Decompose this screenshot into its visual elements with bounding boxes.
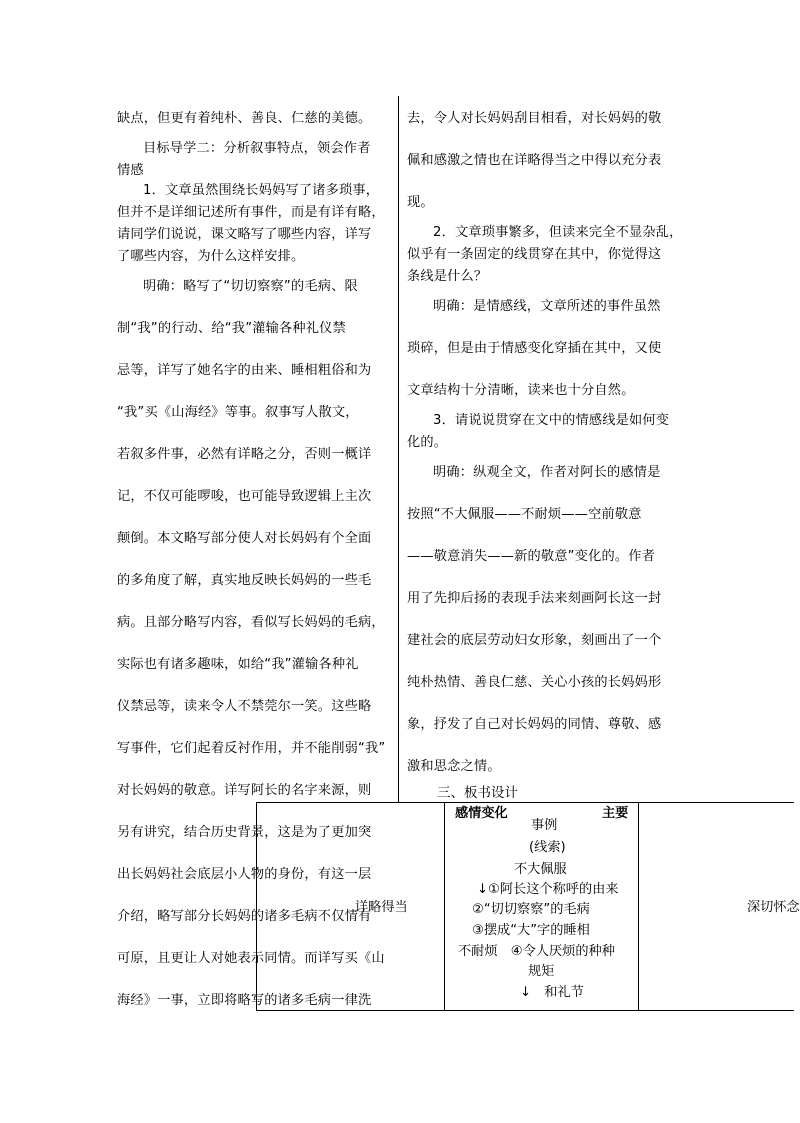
board-line: 不大佩服 <box>514 862 567 877</box>
left-paragraph-line: 介绍，略写部分长妈妈的诸多毛病不仅情有 <box>117 909 372 924</box>
left-paragraph-line: 实际也有诸多趣味，如给“我”灌输各种礼 <box>117 657 359 672</box>
board-line: 事例 <box>531 818 558 833</box>
board-line: 不耐烦 ④令人厌烦的种种 <box>458 944 615 959</box>
board-right-text: 深切怀念 <box>747 900 800 915</box>
table-divider <box>638 802 639 1011</box>
board-line: 规矩 <box>528 964 555 979</box>
right-paragraph-line: 象，抒发了自己对长妈妈的同情、尊敬、感 <box>407 717 662 732</box>
table-divider <box>444 802 445 1011</box>
left-paragraph-line: 另有讲究，结合历史背景，这是为了更加突 <box>117 825 372 840</box>
left-paragraph-line: 目标导学二：分析叙事特点，领会作者 <box>143 141 371 156</box>
left-paragraph-line: 明确：略写了“切切察察”的毛病、限 <box>143 279 358 294</box>
left-paragraph-line: 写事件，它们起着反衬作用，并不能削弱“我” <box>117 741 386 756</box>
right-paragraph-line: 用了先抑后扬的表现手法来刻画阿长这一封 <box>407 591 662 606</box>
left-paragraph-line: “我”买《山海经》等事。叙事写人散文， <box>117 405 359 420</box>
left-paragraph-line: 出长妈妈社会底层小人物的身份，有这一层 <box>117 867 372 882</box>
right-paragraph-line: 明确：纵观全文，作者对阿长的感情是 <box>433 465 661 480</box>
left-paragraph-line: 缺点，但更有着纯朴、善良、仁慈的美德。 <box>117 111 372 126</box>
board-header-emotion: 感情变化 <box>455 806 508 821</box>
right-paragraph-line: 文章结构十分清晰，读来也十分自然。 <box>407 383 635 398</box>
right-paragraph-line: 现。 <box>407 195 434 210</box>
left-paragraph-line: 制“我”的行动、给“我”灌输各种礼仪禁 <box>117 321 346 336</box>
left-paragraph-line: 但并不是详细记述所有事件，而是有详有略， <box>117 205 385 220</box>
left-paragraph-line: 颠倒。本文略写部分使人对长妈妈有个全面 <box>117 531 372 546</box>
board-line: ③摆成“大”字的睡相 <box>472 923 590 938</box>
left-paragraph-line: 记，不仅可能啰唆，也可能导致逻辑上主次 <box>117 489 372 504</box>
left-paragraph-line: 可原，且更让人对她表示同情。而详写买《山 <box>117 951 385 966</box>
right-paragraph-line: ——敬意消失——新的敬意”变化的。作者 <box>407 549 656 564</box>
left-paragraph-line: 若叙多件事，必然有详略之分，否则一概详 <box>117 447 372 462</box>
right-paragraph-line: 2．文章琐事繁多，但读来完全不显杂乱， <box>433 225 683 240</box>
left-paragraph-line: 海经》一事，立即将略写的诸多毛病一律洗 <box>117 993 372 1008</box>
section-title-board-design: 三、板书设计 <box>437 785 518 801</box>
right-paragraph-line: 纯朴热情、善良仁慈、关心小孩的长妈妈形 <box>407 675 662 690</box>
right-paragraph-line: 化的。 <box>407 435 448 450</box>
left-paragraph-line: 仪禁忌等，读来令人不禁莞尔一笑。这些略 <box>117 699 372 714</box>
right-paragraph-line: 条线是什么？ <box>407 269 488 284</box>
board-line: ↓ 和礼节 <box>520 985 584 1000</box>
right-paragraph-line: 按照“不大佩服——不耐烦——空前敬意 <box>407 507 642 522</box>
left-paragraph-line: 病。且部分略写内容，看似写长妈妈的毛病， <box>117 615 385 630</box>
board-line: ↓①阿长这个称呼的由来 <box>477 882 619 897</box>
left-paragraph-line: 忌等，详写了她名字的由来、睡相粗俗和为 <box>117 363 372 378</box>
board-header-main: 主要 <box>602 806 629 821</box>
board-line: ②“切切察察”的毛病 <box>472 902 590 917</box>
right-paragraph-line: 佩和感激之情也在详略得当之中得以充分表 <box>407 153 662 168</box>
left-paragraph-line: 请同学们说说，课文略写了哪些内容，详写 <box>117 227 372 242</box>
right-paragraph-line: 琐碎，但是由于情感变化穿插在其中，又使 <box>407 341 662 356</box>
left-paragraph-line: 情感 <box>117 163 144 178</box>
right-paragraph-line: 建社会的底层劳动妇女形象，刻画出了一个 <box>407 633 662 648</box>
board-overlap-text: 详略得当 <box>355 900 408 915</box>
left-paragraph-line: 1．文章虽然围绕长妈妈写了诸多琐事， <box>143 183 380 198</box>
right-paragraph-line: 3．请说说贯穿在文中的情感线是如何变 <box>433 413 670 428</box>
right-paragraph-line: 明确：是情感线，文章所述的事件虽然 <box>433 299 661 314</box>
left-paragraph-line: 了哪些内容，为什么这样安排。 <box>117 249 305 264</box>
right-paragraph-line: 激和思念之情。 <box>407 759 501 774</box>
right-paragraph-line: 似乎有一条固定的线贯穿在其中，你觉得这 <box>407 247 662 262</box>
column-divider <box>398 96 399 802</box>
left-paragraph-line: 对长妈妈的敬意。详写阿长的名字来源，则 <box>117 783 372 798</box>
board-line: (线索) <box>529 840 566 855</box>
right-paragraph-line: 去，令人对长妈妈刮目相看，对长妈妈的敬 <box>407 111 662 126</box>
left-paragraph-line: 的多角度了解，真实地反映长妈妈的一些毛 <box>117 573 372 588</box>
